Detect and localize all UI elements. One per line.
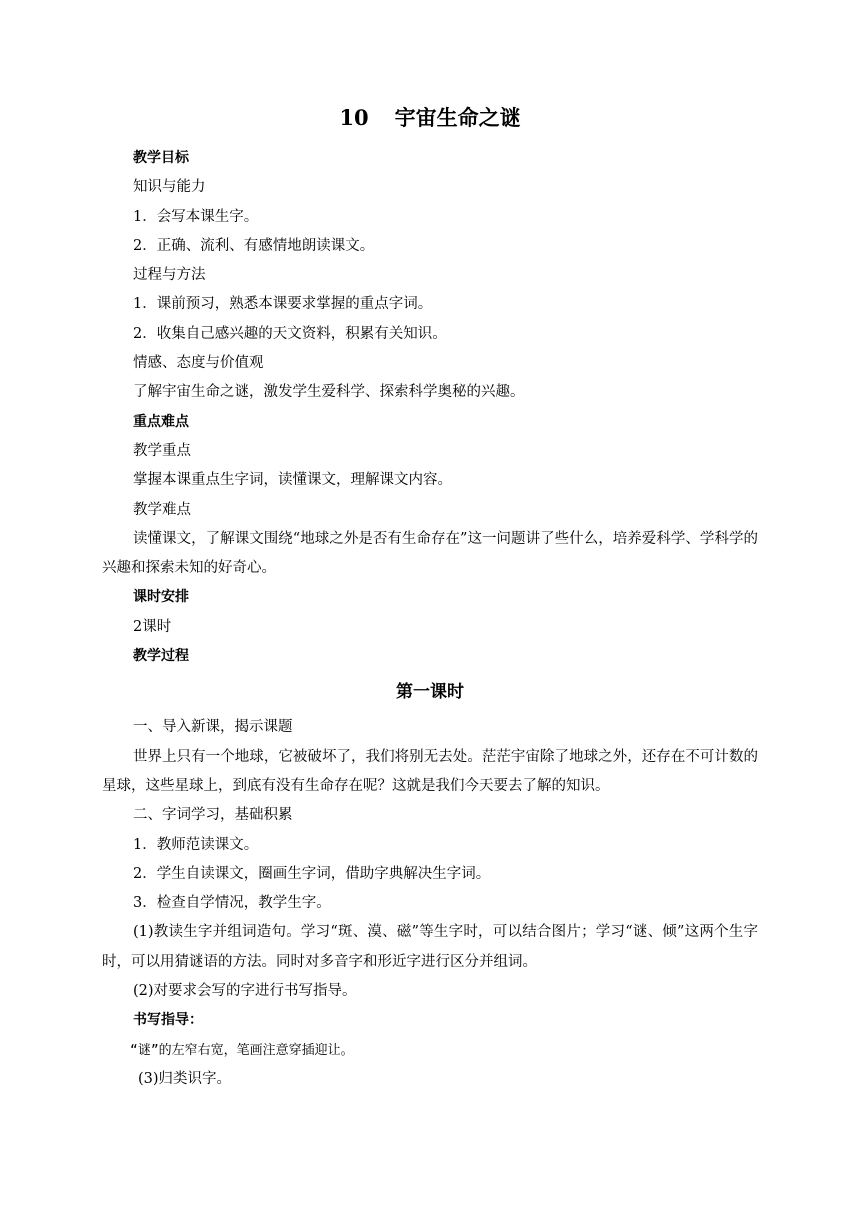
sub-item-2: (2)对要求会写的字进行书写指导。 — [133, 983, 357, 1000]
key-heading: 重点难点 — [133, 413, 189, 430]
knowledge-item-1: 1．会写本课生字。 — [133, 208, 259, 225]
writing-heading: 书写指导： — [133, 1012, 203, 1029]
step2-heading: 二、字词学习，基础积累 — [133, 807, 293, 824]
step1-heading: 一、导入新课，揭示课题 — [133, 719, 293, 736]
difficulty-heading: 教学难点 — [133, 501, 191, 518]
process-main-heading: 教学过程 — [133, 648, 189, 665]
emotion-text: 了解宇宙生命之谜，激发学生爱科学、探索科学奥秘的兴趣。 — [133, 384, 525, 401]
step2-item-1: 1．教师范读课文。 — [133, 836, 259, 853]
key-point-text: 掌握本课重点生字词，读懂课文，理解课文内容。 — [133, 472, 452, 489]
goals-heading: 教学目标 — [133, 150, 189, 166]
writing-guidance-text: “谜”的左窄右宽，笔画注意穿插迎让。 — [130, 1042, 354, 1058]
document-body — [102, 144, 758, 1094]
step2-item-2: 2．学生自读课文，圈画生字词，借助字典解决生字词。 — [133, 865, 491, 882]
lesson-title — [0, 104, 860, 132]
difficulty-text: 读懂课文，了解课文围绕“地球之外是否有生命存在”这一问题讲了些什么，培养爱科学、学科学的兴趣和探索未知的好奇心。 — [102, 530, 758, 577]
lesson-title-text: 宇宙生命之谜 — [394, 105, 521, 130]
lesson-number: 10 — [339, 105, 369, 130]
knowledge-item-2: 2．正确、流利、有感情地朗读课文。 — [133, 237, 375, 254]
step1-text: 世界上只有一个地球，它被破坏了，我们将别无去处。茫茫宇宙除了地球之外，还存在不可计数的星球，这些星球上，到底有没有生命存在呢？这就是我们今天要去了解的知识。 — [102, 748, 758, 794]
schedule-text: 2课时 — [133, 618, 172, 635]
lesson-one-title: 第一课时 — [396, 682, 464, 703]
sub-item-3: (3)归类识字。 — [138, 1070, 232, 1087]
process-item-1: 1．课前预习，熟悉本课要求掌握的重点字词。 — [133, 296, 433, 313]
schedule-heading: 课时安排 — [133, 589, 189, 606]
sub-item-1: (1)教读生字并组词造句。学习“斑、漠、磁”等生字时，可以结合图片；学习“谜、倾”这两个生字时，可以用猜谜语的方法。同时对多音字和形近字进行区分并组词。 — [102, 924, 758, 970]
emotion-heading: 情感、态度与价值观 — [133, 355, 264, 372]
knowledge-heading: 知识与能力 — [133, 179, 206, 196]
key-point-heading: 教学重点 — [133, 442, 191, 459]
step2-item-3: 3．检查自学情况，教学生字。 — [133, 895, 331, 912]
process-heading: 过程与方法 — [133, 267, 206, 284]
process-item-2: 2．收集自己感兴趣的天文资料，积累有关知识。 — [133, 325, 447, 342]
